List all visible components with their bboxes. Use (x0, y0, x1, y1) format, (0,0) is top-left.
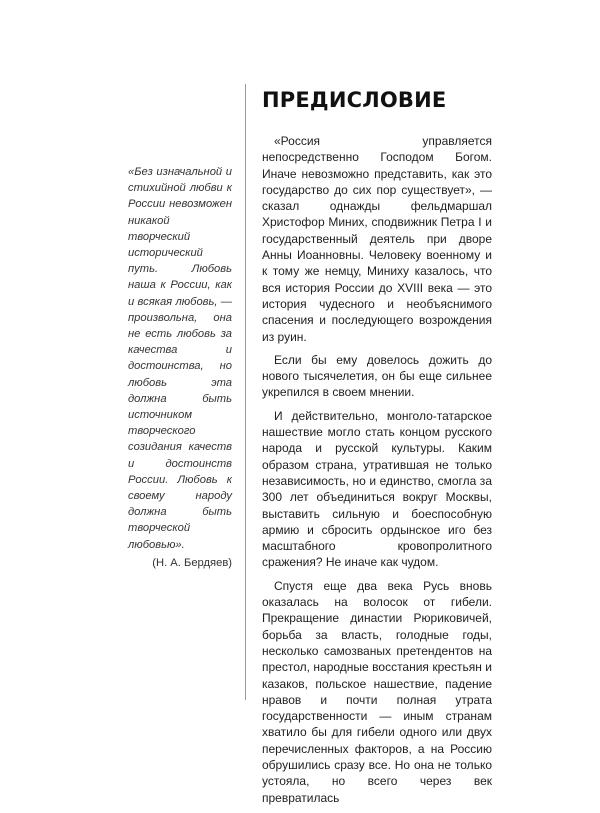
epigraph-author: (Н. А. Бердяев) (152, 556, 232, 569)
epigraph (128, 164, 232, 571)
body-text (262, 133, 492, 813)
paragraph: Спустя еще два века Русь вновь оказалась на волосок от гибели. Прекращение династии Рюриковичей, борьба за власть, голодные годы, несколько самозваных претендентов на престол, народные восстания крестьян и казаков, польское нашествие, падение нравов и почти полная утрата государственности — иным странам хватило бы для гибели одного или двух перечисленных факторов, а на Россию обрушились сразу все. Но она не только устояла, но всего через век превратилась (262, 578, 492, 805)
paragraph: И действительно, монголо-татарское нашествие могло стать концом русского народа и русской культуры. Каким образом страна, утратившая не только независимость, но и единство, смогла за 300 лет объединиться вокруг Москвы, выставить сильную и боеспособную армию и сбросить ордынское иго без масштабного кровопролитного сражения? Не иначе как чудом. (262, 408, 492, 570)
vertical-divider (245, 84, 246, 700)
paragraph: Если бы ему довелось дожить до нового тысячелетия, он бы еще сильнее укрепился в своем мнении. (262, 352, 492, 400)
page-title: ПРЕДИСЛОВИЕ (262, 88, 447, 112)
epigraph-text: «Без изначальной и стихийной любви к России невозможен никакой творческий исторический путь. Любовь наша к России, как и всякая любовь, — произвольна, она не есть любовь за качества и достоинства, но любовь эта должна быть источником творческого созидания качеств и достоинств России. Любовь к своему народу должна быть творческой любовью». (128, 166, 232, 551)
paragraph: «Россия управляется непосредственно Господом Богом. Иначе невозможно представить, как это государство до сих пор существует», — сказал однажды фельдмаршал Христофор Миних, сподвижник Петра I и государственный деятель при дворе Анны Иоанновны. Человеку военному и к тому же немцу, Миниху казалось, что вся история России до XVIII века — это история чудесного и необъяснимого спасения и последующего возрождения из руин. (262, 134, 492, 344)
